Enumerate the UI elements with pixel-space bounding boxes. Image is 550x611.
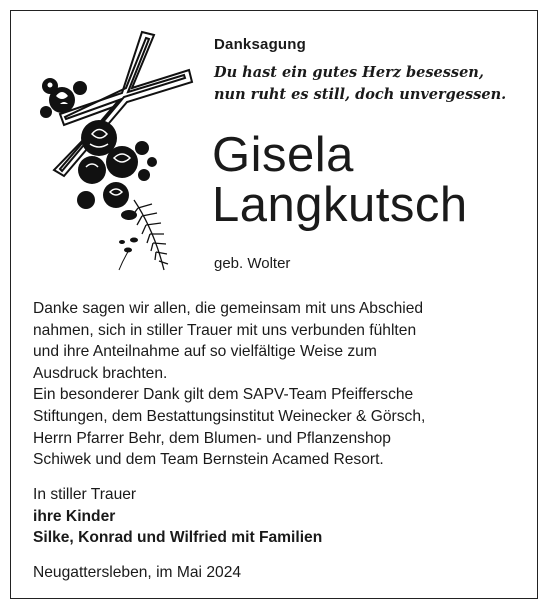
maiden-name: geb. Wolter: [214, 255, 291, 272]
place-date: Neugattersleben, im Mai 2024: [33, 564, 242, 581]
message-line: Danke sagen wir allen, die gemeinsam mit uns Abschied: [33, 300, 424, 317]
signoff-intro: In stiller Trauer: [33, 486, 137, 503]
cross-with-roses-icon: [24, 30, 199, 280]
deceased-name: [212, 130, 468, 230]
motto-line: nun ruht es still, doch unvergessen.: [214, 86, 507, 103]
message-line: Schiwek und dem Team Bernstein Acamed Resort.: [33, 451, 384, 469]
message-line: nahmen, sich in stiller Trauer mit uns verbunden fühlten: [33, 321, 417, 339]
first-name: Gisela: [212, 128, 354, 182]
notice-type-label: Danksagung: [214, 36, 307, 53]
message-line: Ein besonderer Dank gilt dem SAPV-Team Pfeiffersche: [33, 386, 414, 404]
motto-line: Du hast ein gutes Herz besessen,: [214, 64, 484, 81]
thank-you-message: [33, 298, 523, 471]
motto-verse: [214, 62, 506, 106]
message-line: Ausdruck brachten.: [33, 364, 168, 382]
message-line: und ihre Anteilnahme auf so vielfältige Weise zum: [33, 343, 377, 361]
signoff-names: Silke, Konrad und Wilfried mit Familien: [33, 529, 323, 547]
signoff: [33, 484, 322, 549]
last-name: Langkutsch: [212, 178, 468, 232]
message-line: Stiftungen, dem Bestattungsinstitut Weinecker & Görsch,: [33, 407, 426, 425]
signoff-family: ihre Kinder: [33, 507, 116, 525]
message-line: Herrn Pfarrer Behr, dem Blumen- und Pflanzenshop: [33, 429, 391, 447]
